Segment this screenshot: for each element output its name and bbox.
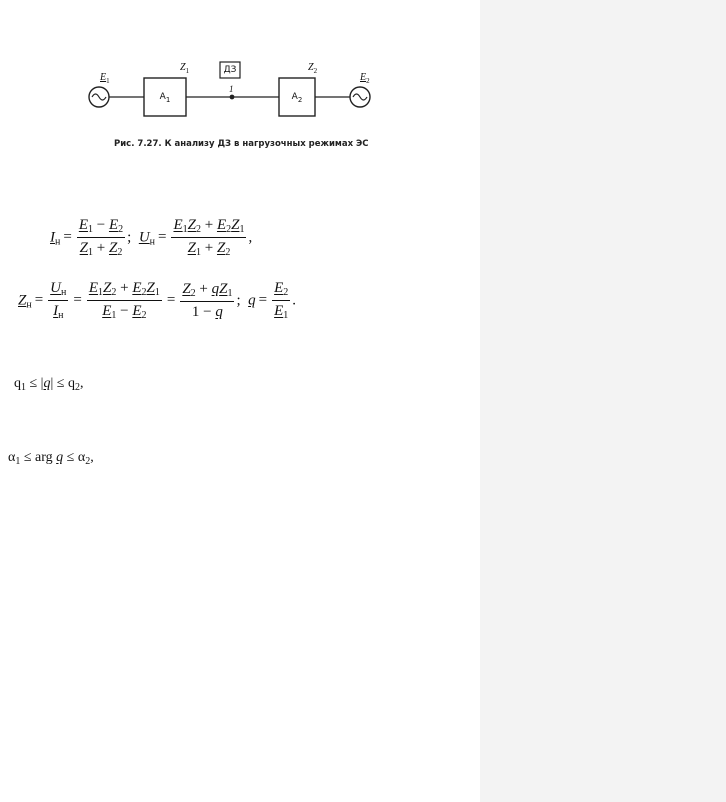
node-1-label: 1 <box>229 84 234 94</box>
block-a2-label: $A_2$ <box>291 92 303 104</box>
label-z2: $Z_2$ <box>308 62 318 75</box>
label-z1: $Z_1$ <box>180 62 190 75</box>
label-e1: $E_1$ <box>100 72 110 85</box>
relay-dz-label: ДЗ <box>223 65 237 75</box>
figure-caption: Рис. 7.27. К анализу ДЗ в нагрузочных режимах ЭС <box>114 139 369 149</box>
side-panel <box>480 0 726 802</box>
node-1-dot <box>230 95 235 100</box>
formula-q-bounds: $q_1 \le |q| \le q_2$, <box>14 376 84 393</box>
label-e2: $E_2$ <box>360 72 370 85</box>
block-a1-label: $A_1$ <box>159 92 171 104</box>
formula-impedance: $Z_н$ = $\frac{U_н}{I_н}$ = $\frac{E_1Z_2 + E_2Z_1}{E_1 - E_2}$ = $\frac{Z_2 + qZ_1}{1 - q}$ ; q = $\frac{E_2}{E_1}$ . <box>18 280 297 321</box>
circuit-figure <box>84 56 384 156</box>
formula-arg-bounds: $\alpha_1$ ≤ arg $q \le \alpha_2$, <box>8 450 94 467</box>
formula-current-voltage: $I_н$ = $\frac{E_1 - E_2}{Z_1 + Z_2}$ ; $U_н$ = $\frac{E_1Z_2 + E_2Z_1}{Z_1 + Z_2}$ , <box>50 217 253 258</box>
